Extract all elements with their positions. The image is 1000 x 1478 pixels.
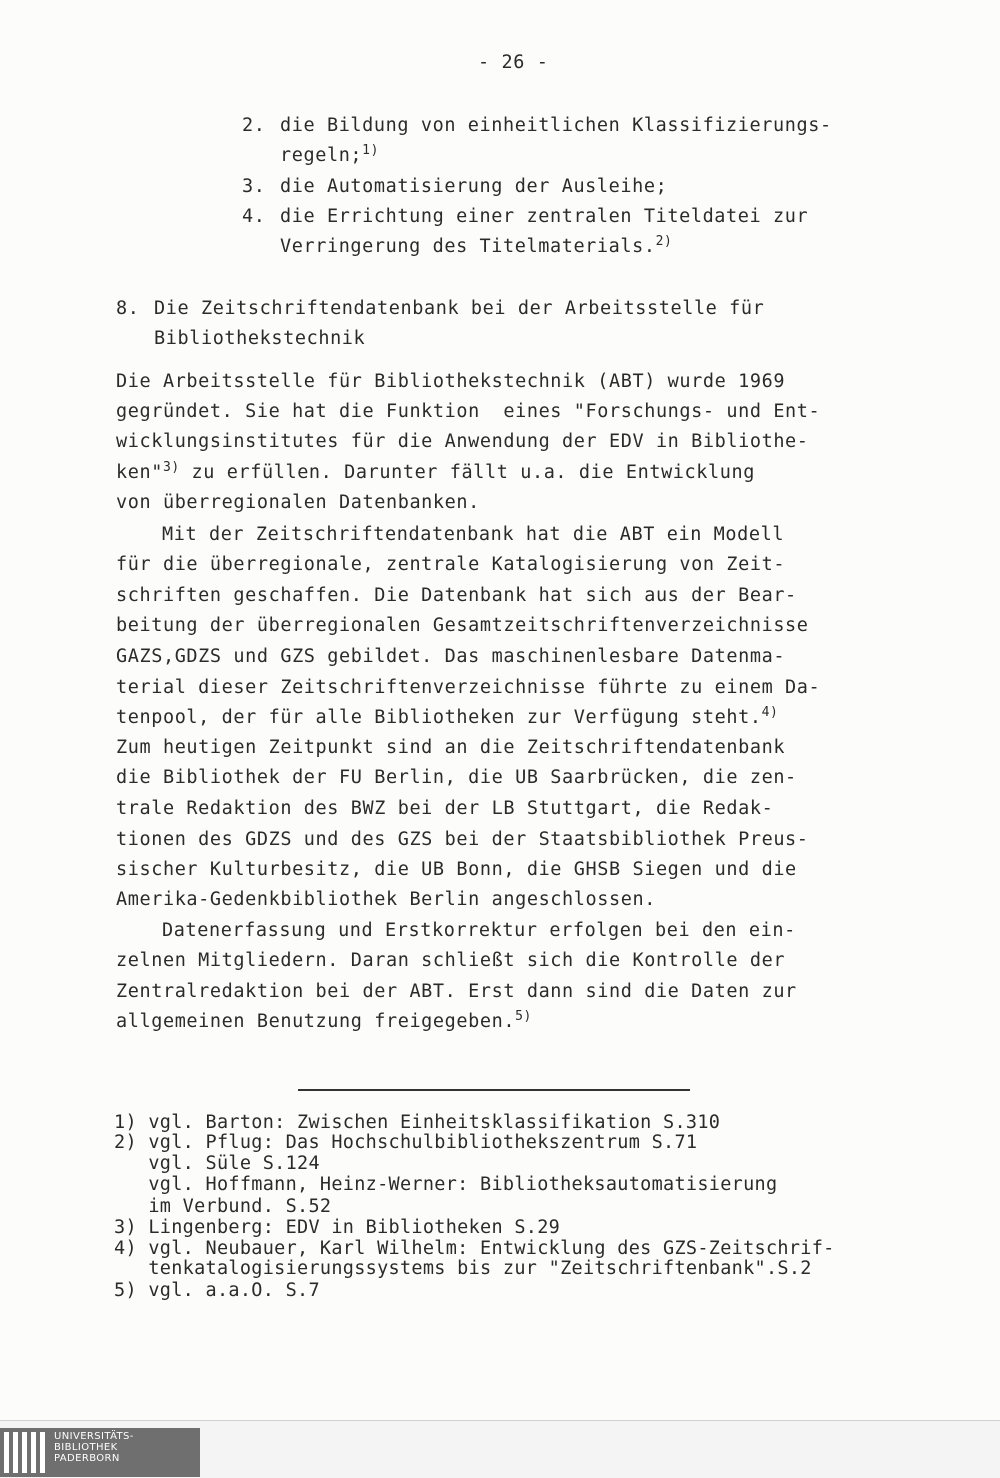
footnote-ref-4: 4): [761, 705, 779, 720]
footnote-ref-5: 5): [515, 1009, 532, 1024]
footnote-line: tenkatalogisierungssystems bis zur "Zeitschriftenbank".S.2: [114, 1258, 812, 1279]
para2-line: [116, 707, 778, 729]
section-heading-line2: Bibliothekstechnik: [154, 328, 366, 349]
para1-line: gegründet. Sie hat die Funktion eines "Forschungs- und Ent-: [116, 401, 821, 422]
footnote-line: im Verbund. S.52: [114, 1196, 332, 1217]
para2-line: die Bibliothek der FU Berlin, die UB Saarbrücken, die zen-: [116, 767, 797, 788]
section-number: 8.: [116, 298, 140, 319]
footnote-line: 2) vgl. Pflug: Das Hochschulbibliothekszentrum S.71: [114, 1132, 698, 1153]
list-item-4-number: 4.: [242, 206, 266, 227]
library-logo: [0, 1428, 200, 1477]
para2-line: terial dieser Zeitschriftenverzeichnisse führte zu einem Da-: [116, 677, 821, 698]
para2-line: trale Redaktion des BWZ bei der LB Stuttgart, die Redak-: [116, 798, 774, 819]
list-item-4-text: Verringerung des Titelmaterials.: [280, 236, 656, 257]
para2-line: tionen des GDZS und des GZS bei der Staatsbibliothek Preus-: [116, 829, 809, 850]
footnote-ref-3: 3): [162, 460, 180, 475]
para2-line: schriften geschaffen. Die Datenbank hat sich aus der Bear-: [116, 585, 797, 606]
para2-text: tenpool, der für alle Bibliotheken zur Verfügung steht.: [116, 707, 762, 728]
list-item-4-line1: die Errichtung einer zentralen Titeldatei zur: [280, 206, 809, 227]
para1-line: von überregionalen Datenbanken.: [116, 492, 480, 513]
list-item-2-line2: [280, 145, 379, 167]
list-item-3-line1: die Automatisierung der Ausleihe;: [280, 176, 668, 197]
logo-text-line2: BIBLIOTHEK: [54, 1442, 118, 1453]
list-item-2-line1: die Bildung von einheitlichen Klassifizierungs-: [280, 115, 832, 136]
footnote-ref-1: 1): [362, 143, 380, 158]
footnote-ref-2: 2): [655, 234, 673, 249]
footnote-line: 1) vgl. Barton: Zwischen Einheitsklassifikation S.310: [114, 1112, 721, 1133]
footnote-line: 4) vgl. Neubauer, Karl Wilhelm: Entwicklung des GZS-Zeitschrif-: [114, 1238, 835, 1259]
para2-line: GAZS,GDZS und GZS gebildet. Das maschinenlesbare Datenma-: [116, 646, 786, 667]
para2-line: Zum heutigen Zeitpunkt sind an die Zeitschriftendatenbank: [116, 737, 786, 758]
para2-line: für die überregionale, zentrale Katalogisierung von Zeit-: [116, 554, 786, 575]
footnote-line: vgl. Hoffmann, Heinz-Werner: Bibliotheksautomatisierung: [114, 1174, 778, 1195]
page-number: - 26 -: [478, 52, 549, 73]
para1-line: Die Arbeitsstelle für Bibliothekstechnik (ABT) wurde 1969: [116, 371, 786, 392]
list-item-4-line2: [280, 236, 672, 258]
list-item-2-number: 2.: [242, 115, 266, 136]
para2-line: Mit der Zeitschriftendatenbank hat die ABT ein Modell: [162, 524, 785, 545]
logo-text-line3: PADERBORN: [54, 1453, 120, 1464]
para3-text: allgemeinen Benutzung freigegeben.: [116, 1011, 516, 1032]
para2-line: Amerika-Gedenkbibliothek Berlin angeschlossen.: [116, 889, 656, 910]
para1-text: zu erfüllen. Darunter fällt u.a. die Entwicklung: [179, 462, 755, 483]
para1-line: wicklungsinstitutes für die Anwendung der EDV in Bibliothe-: [116, 431, 809, 452]
section-heading-line1: Die Zeitschriftendatenbank bei der Arbeitsstelle für: [154, 298, 765, 319]
logo-text: [54, 1431, 134, 1464]
footnote-line: 5) vgl. a.a.O. S.7: [114, 1280, 320, 1301]
list-item-2-text: regeln;: [280, 145, 363, 166]
para2-line: sischer Kulturbesitz, die UB Bonn, die GHSB Siegen und die: [116, 859, 797, 880]
logo-bars-icon: [4, 1432, 48, 1473]
logo-text-line1: UNIVERSITÄTS-: [54, 1431, 134, 1442]
para3-line: Datenerfassung und Erstkorrektur erfolgen bei den ein-: [162, 920, 796, 941]
footnote-line: 3) Lingenberg: EDV in Bibliotheken S.29: [114, 1217, 561, 1238]
para3-line: Zentralredaktion bei der ABT. Erst dann sind die Daten zur: [116, 981, 797, 1002]
para3-line: [116, 1011, 532, 1033]
para1-line: [116, 462, 755, 484]
footnote-line: vgl. Süle S.124: [114, 1153, 320, 1174]
para2-line: beitung der überregionalen Gesamtzeitschriftenverzeichnisse: [116, 615, 809, 636]
footnote-separator: [298, 1089, 690, 1091]
para3-line: zelnen Mitgliedern. Daran schließt sich die Kontrolle der: [116, 950, 786, 971]
para1-text: ken": [116, 462, 163, 483]
list-item-3-number: 3.: [242, 176, 266, 197]
